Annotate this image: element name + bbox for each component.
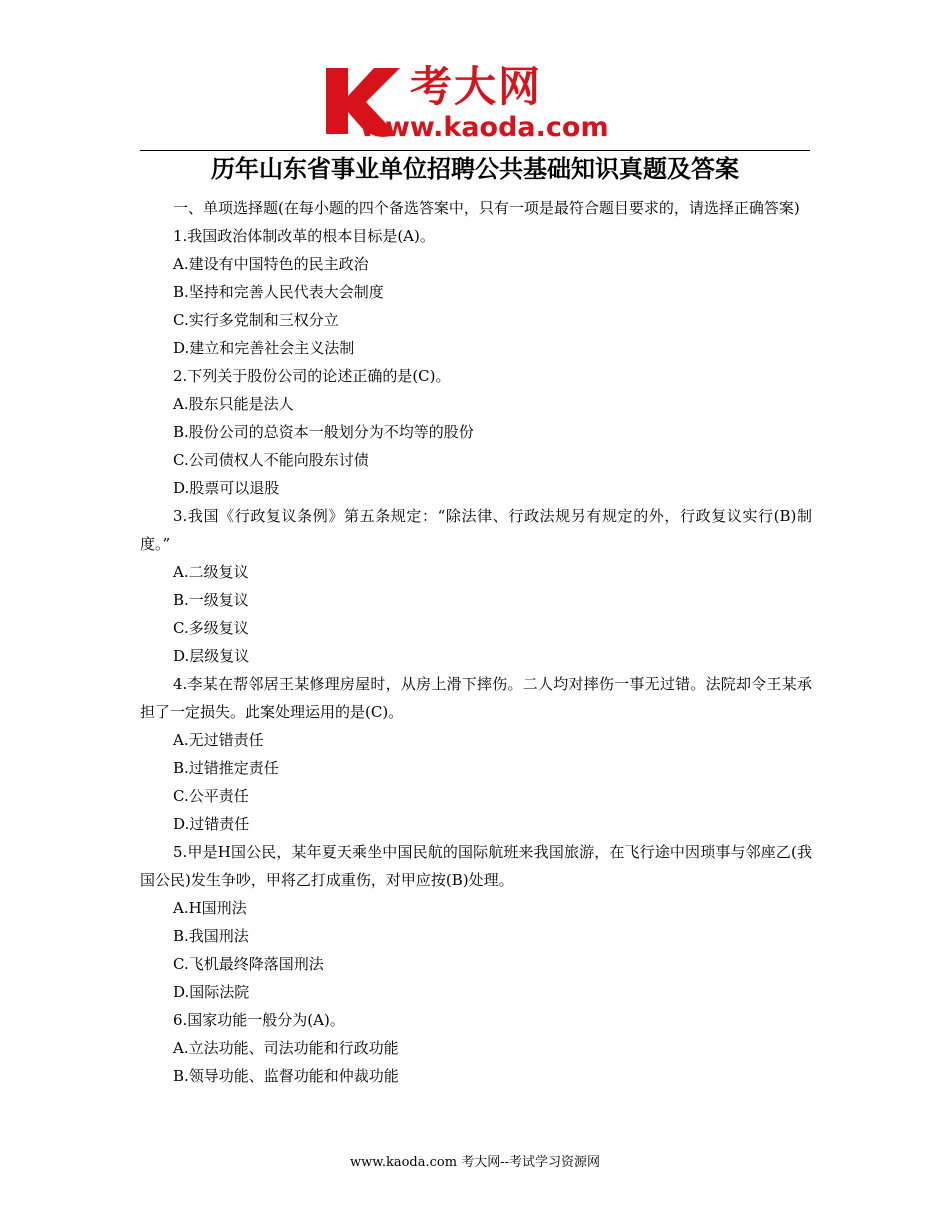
- question-text: 5.甲是H国公民，某年夏天乘坐中国民航的国际航班来我国旅游，在飞行途中因琐事与邻座乙(我国公民)发生争吵，甲将乙打成重伤，对甲应按(B)处理。: [140, 843, 812, 889]
- question-text: 1.我国政治体制改革的根本目标是(A)。: [173, 227, 435, 245]
- answer-option: A.建设有中国特色的民主政治: [173, 255, 369, 273]
- logo-brand-text: 考大网: [410, 62, 543, 111]
- answer-option: C.公平责任: [173, 787, 249, 805]
- header-divider: [140, 150, 810, 151]
- answer-option: C.飞机最终降落国刑法: [173, 955, 324, 973]
- answer-option: B.我国刑法: [173, 927, 249, 945]
- answer-option: B.股份公司的总资本一般划分为不均等的股份: [173, 423, 474, 441]
- kaoda-logo: [318, 62, 638, 144]
- answer-option: A.立法功能、司法功能和行政功能: [173, 1039, 399, 1057]
- answer-option: A.二级复议: [173, 563, 249, 581]
- answer-option: A.股东只能是法人: [173, 395, 294, 413]
- question-text: 4.李某在帮邻居王某修理房屋时，从房上滑下摔伤。二人均对摔伤一事无过错。法院却令王某承担了一定损失。此案处理运用的是(C)。: [140, 675, 812, 721]
- answer-option: B.领导功能、监督功能和仲裁功能: [173, 1067, 399, 1085]
- answer-option: A.无过错责任: [173, 731, 264, 749]
- logo-url-text: www.kaoda.com: [360, 112, 609, 143]
- question-list: [140, 222, 812, 1090]
- answer-option: A.H国刑法: [173, 899, 247, 917]
- answer-option: D.建立和完善社会主义法制: [173, 339, 355, 357]
- section-intro: 一、单项选择题(在每小题的四个备选答案中，只有一项是最符合题目要求的，请选择正确答案): [173, 199, 800, 217]
- answer-option: B.过错推定责任: [173, 759, 279, 777]
- page-footer: www.kaoda.com 考大网--考试学习资源网: [350, 1155, 600, 1170]
- answer-option: D.股票可以退股: [173, 479, 280, 497]
- answer-option: D.层级复议: [173, 647, 250, 665]
- page-title: 历年山东省事业单位招聘公共基础知识真题及答案: [211, 155, 739, 183]
- answer-option: D.过错责任: [173, 815, 250, 833]
- document-body: [140, 194, 812, 1090]
- question-text: 6.国家功能一般分为(A)。: [173, 1011, 345, 1029]
- answer-option: C.公司债权人不能向股东讨债: [173, 451, 369, 469]
- answer-option: C.实行多党制和三权分立: [173, 311, 339, 329]
- question-text: 2.下列关于股份公司的论述正确的是(C)。: [173, 367, 451, 385]
- answer-option: B.坚持和完善人民代表大会制度: [173, 283, 384, 301]
- answer-option: C.多级复议: [173, 619, 249, 637]
- answer-option: D.国际法院: [173, 983, 250, 1001]
- answer-option: B.一级复议: [173, 591, 249, 609]
- question-text: 3.我国《行政复议条例》第五条规定：“除法律、行政法规另有规定的外，行政复议实行(B)制度。”: [140, 507, 812, 553]
